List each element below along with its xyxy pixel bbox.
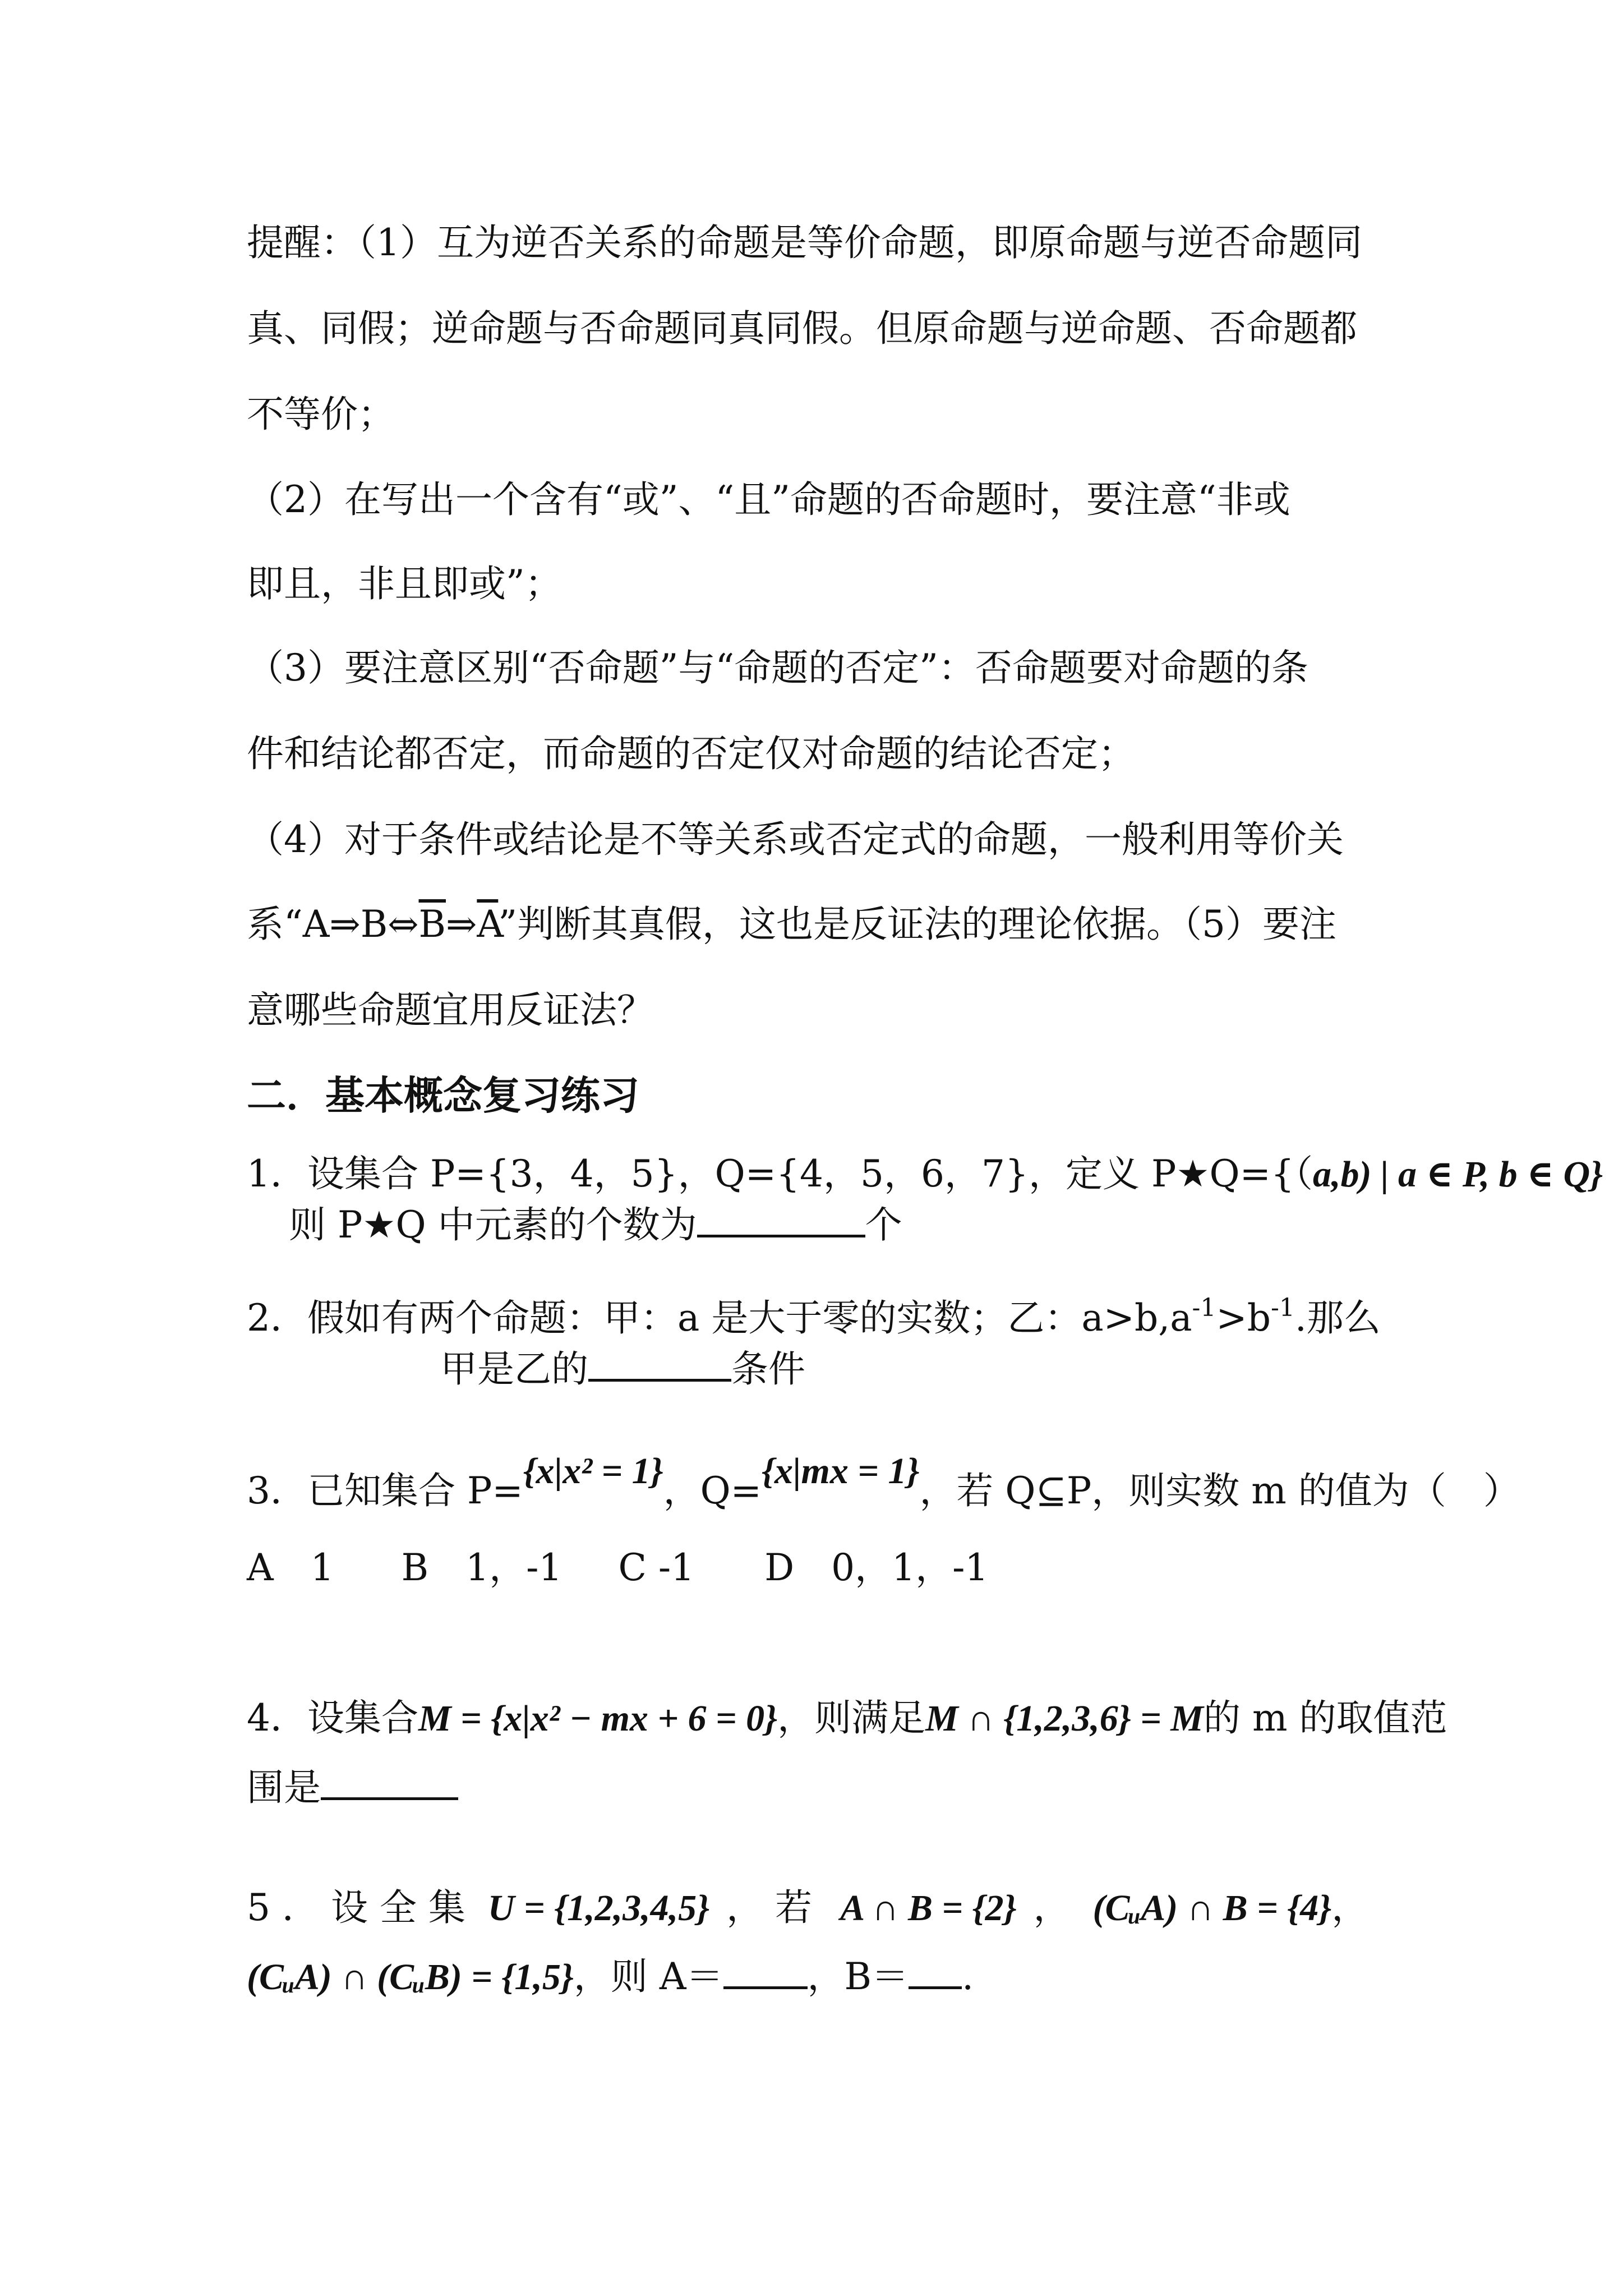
question-1-line-2-text: 则 P★Q 中元素的个数为 [289, 1203, 697, 1246]
answer-blank-1[interactable] [697, 1203, 865, 1237]
option-a[interactable]: A 1 [247, 1546, 334, 1589]
question-3-text-a: 3．已知集合 P= [247, 1469, 523, 1512]
set-q-math: {x|mx = 1} [762, 1451, 920, 1492]
question-2-text-b: >b [1216, 1296, 1271, 1340]
intersection-math: M ∩ {1,2,3,6} = M [925, 1698, 1204, 1739]
question-5-text-e: ，则 A＝ [573, 1955, 723, 1998]
option-c[interactable]: C -1 [618, 1546, 695, 1589]
implies-symbol: ⇒ [446, 903, 477, 946]
exponent-2: -1 [1270, 1294, 1295, 1322]
question-2-line-1 [247, 1294, 1381, 1340]
negated-b: $\overline{B}$ [418, 903, 446, 946]
question-1-math: a,b) | a ∈ P, b ∈ Q} [1312, 1154, 1603, 1195]
answer-blank-5a[interactable] [723, 1955, 808, 1989]
question-5-text-d: ， [1331, 1886, 1369, 1929]
question-4-line-2 [247, 1766, 458, 1809]
reminder-4-line-c: 意哪些命题宜用反证法？ [247, 988, 654, 1032]
question-4-text-b: ，则满足 [777, 1696, 926, 1740]
question-2-line-2 [440, 1347, 805, 1391]
question-4-line-2-text: 围是 [247, 1766, 321, 1809]
question-5-text-b: ， 若 [726, 1886, 813, 1929]
question-1-unit: 个 [865, 1203, 902, 1246]
complements-intersection-math: (CᵤA) ∩ (CᵤB) = {1,5} [247, 1957, 574, 1998]
reminder-1-line-b: 真、同假；逆命题与否命题同真同假。但原命题与逆命题、否命题都 [247, 307, 1357, 350]
reminder-3-line-a: （3）要注意区别“否命题”与“命题的否定”：否命题要对命题的条 [247, 646, 1308, 689]
question-3-options [247, 1546, 989, 1589]
reminder-4-line-b-pre: 系“A⇒B⇔ [247, 903, 419, 946]
section-title: 二．基本概念复习练习 [247, 1072, 639, 1119]
set-m-math: M = {x|x² − mx + 6 = 0} [418, 1698, 778, 1739]
universal-set-math: U = {1,2,3,4,5} [487, 1888, 710, 1929]
question-5-line-1 [247, 1886, 1369, 1929]
question-2-text-a: 2．假如有两个命题：甲：a 是大于零的实数；乙：a>b,a [247, 1296, 1192, 1340]
a-intersect-b-math: A ∩ B = {2} [840, 1888, 1017, 1929]
question-1-line-2 [289, 1203, 902, 1244]
question-4-text-c: 的 m 的取值范 [1204, 1696, 1447, 1740]
question-1-text: 1．设集合 P={3，4，5}，Q={4，5，6，7}，定义 P★Q={（ [247, 1152, 1313, 1195]
question-5-text-f: ，B＝ [807, 1955, 909, 1998]
option-d[interactable]: D 0，1，-1 [764, 1546, 989, 1589]
negated-a: $\overline{A}$ [477, 903, 499, 946]
set-p-math: {x|x² = 1} [523, 1451, 663, 1492]
question-5-text-c: ， [1033, 1886, 1071, 1929]
complement-a-intersect-b-math: (CᵤA) ∩ B = {4} [1092, 1888, 1332, 1929]
question-4-text-a: 4．设集合 [247, 1696, 418, 1740]
question-2-text-c: .那么 [1294, 1296, 1381, 1340]
question-5-text-a: 5 ． 设 全 集 [247, 1886, 465, 1929]
reminder-4-line-a: （4）对于条件或结论是不等关系或否定式的命题，一般利用等价关 [247, 818, 1344, 861]
reminder-4-line-b-post: ”判断其真假，这也是反证法的理论依据。（5）要注 [498, 903, 1337, 946]
reminder-4-line-b [247, 903, 1337, 946]
question-3-text-b: ，Q= [663, 1469, 762, 1512]
question-3-line-1 [247, 1451, 1520, 1512]
option-b[interactable]: B 1，-1 [401, 1546, 562, 1589]
reminder-1-line-c: 不等价； [247, 393, 395, 436]
question-3-text-c: ，若 Q⊆P，则实数 m 的值为（ ） [919, 1469, 1520, 1512]
reminder-2-line-a: （2）在写出一个含有“或”、“且”命题的否命题时，要注意“非或 [247, 478, 1290, 521]
question-5-text-g: . [962, 1955, 974, 1998]
question-5-line-2 [247, 1955, 974, 1996]
question-2-condition-word: 条件 [731, 1347, 805, 1391]
question-4-line-1 [247, 1696, 1447, 1740]
question-1-line-1 [247, 1152, 1603, 1195]
answer-blank-5b[interactable] [909, 1955, 962, 1989]
reminder-3-line-b: 件和结论都否定，而命题的否定仅对命题的结论否定； [247, 732, 1135, 775]
answer-blank-2[interactable] [588, 1347, 731, 1382]
exponent-1: -1 [1192, 1294, 1216, 1322]
answer-blank-4[interactable] [321, 1766, 458, 1800]
reminder-2-line-b: 即且，非且即或”； [247, 562, 562, 605]
question-2-line-2-text: 甲是乙的 [440, 1347, 588, 1391]
reminder-1-line-a: 提醒：（1）互为逆否关系的命题是等价命题，即原命题与逆否命题同 [247, 221, 1362, 264]
